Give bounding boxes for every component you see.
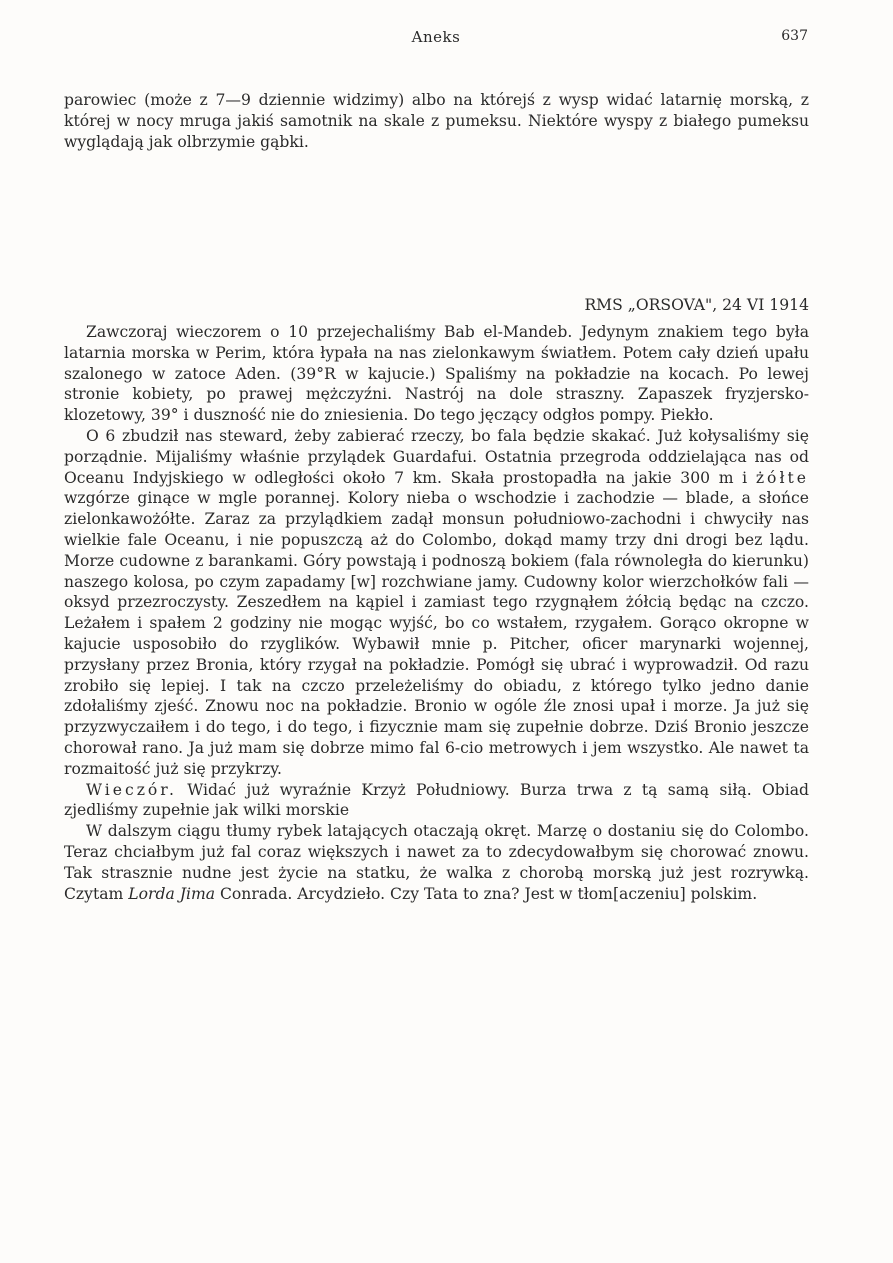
paragraph-2-text-b: wzgórze ginące w mgle porannej. Kolory nieba o wschodzie i zachodzie — blade, a słońce zielonkawożółte. Zaraz za przylądkiem zadął monsun południowo-zachodni i chwyciły nas wielkie fale Oceanu, i nie popuszczą aż do Colombo, dokąd mamy trzy dni drogi bez lądu. Morze cudowne z barankami. Góry powstają i podnoszą bokiem (fala równoległa do kierunku) naszego kolosa, po czym zapadamy [w] rozchwiane jamy. Cudowny kolor wierzchołków fali — oksyd przezroczysty. Zeszedłem na kąpiel i zamiast tego rzygnąłem żółcią będąc na czczo. Leżałem i spałem 2 godziny nie mogąc wyjść, bo co wstałem, rzygałem. Gorąco okropne w kajucie usposobiło do rzyglików. Wybawił mnie p. Pitcher, oficer marynarki wojennej, przysłany przez Bronia, który rzygał na pokładzie. Pomógł się ubrać i wyprowadził. Od razu zrobiło się lepiej. I tak na czczo przeleżeliśmy do obiadu, z którego tylko jedno danie zdołaliśmy zjeść. Znowu noc na pokładzie. Bronio w ogóle źle znosi upał i morze. Ja już się przyzwyczaiłem i do tego, i do tego, i fizycznie mam się zupełnie dobrze. Dziś Bronio jeszcze chorował rano. Ja już mam się dobrze mimo fal 6-cio metrowych i jem wszystko. Ale nawet ta rozmaitość już się przykrzy. (64, 489, 809, 778)
paragraph-3 (64, 780, 809, 822)
paragraph-4-text-a: W dalszym ciągu tłumy rybek latających otaczają okręt. Marzę o dostaniu się do Colombo. Teraz chciałbym już fal coraz większych i nawet za to zdecydowałbym się chorować znowu. Tak strasznie nudne jest życie na statku, że walka z chorobą morską już jest rozrywką. Czytam (64, 822, 809, 903)
paragraph-4-text-b: Conrada. Arcydzieło. Czy Tata to zna? Jest w tłom[aczeniu] polskim. (215, 884, 758, 903)
paragraph-3-text: Widać już wyraźnie Krzyż Południowy. Burza trwa z tą samą siłą. Obiad zjedliśmy zupełnie jak wilki morskie (64, 780, 809, 820)
page-number: 637 (781, 28, 808, 44)
paragraph-1: Zawczoraj wieczorem o 10 przejechaliśmy Bab el-Mandeb. Jedynym znakiem tego była latarnia morska w Perim, która łypała na nas zielonkawym światłem. Potem cały dzień upału szalonego w zatoce Aden. (39°R w kajucie.) Spaliśmy na pokładzie na kocach. Po lewej stronie kobiety, po prawej mężczyźni. Nastrój na dole straszny. Zapaszek fryzjersko-klozetowy, 39° i duszność nie do zniesienia. Do tego jęczący odgłos pompy. Piekło. (64, 323, 809, 425)
spaced-word-wieczor: Wieczór. (86, 780, 178, 799)
spaced-word-zolte: żółte (755, 468, 809, 487)
running-head: Aneks (411, 28, 461, 46)
book-title: Lorda Jima (128, 884, 216, 903)
page-header (64, 28, 808, 52)
letter-body (64, 322, 809, 904)
paragraph-4 (64, 821, 809, 904)
intro-paragraph: parowiec (może z 7—9 dziennie widzimy) albo na którejś z wysp widać latarnię morską, z której w nocy mruga jakiś samotnik na skale z pumeksu. Niektóre wyspy z białego pumeksu wyglądają jak olbrzymie gąbki. (64, 91, 809, 151)
paragraph-2 (64, 426, 809, 780)
paragraph-2-text-a: O 6 zbudził nas steward, żeby zabierać rzeczy, bo fala będzie skakać. Już kołysaliśmy się porządnie. Mijaliśmy właśnie przylądek Guardafui. Ostatnia przegroda oddzielająca nas od Oceanu Indyjskiego w odległości około 7 km. Skała prostopadła na jakie 300 m i (64, 426, 809, 487)
intro-block (64, 90, 809, 152)
letter-dateline: RMS „ORSOVA", 24 VI 1914 (584, 296, 809, 314)
